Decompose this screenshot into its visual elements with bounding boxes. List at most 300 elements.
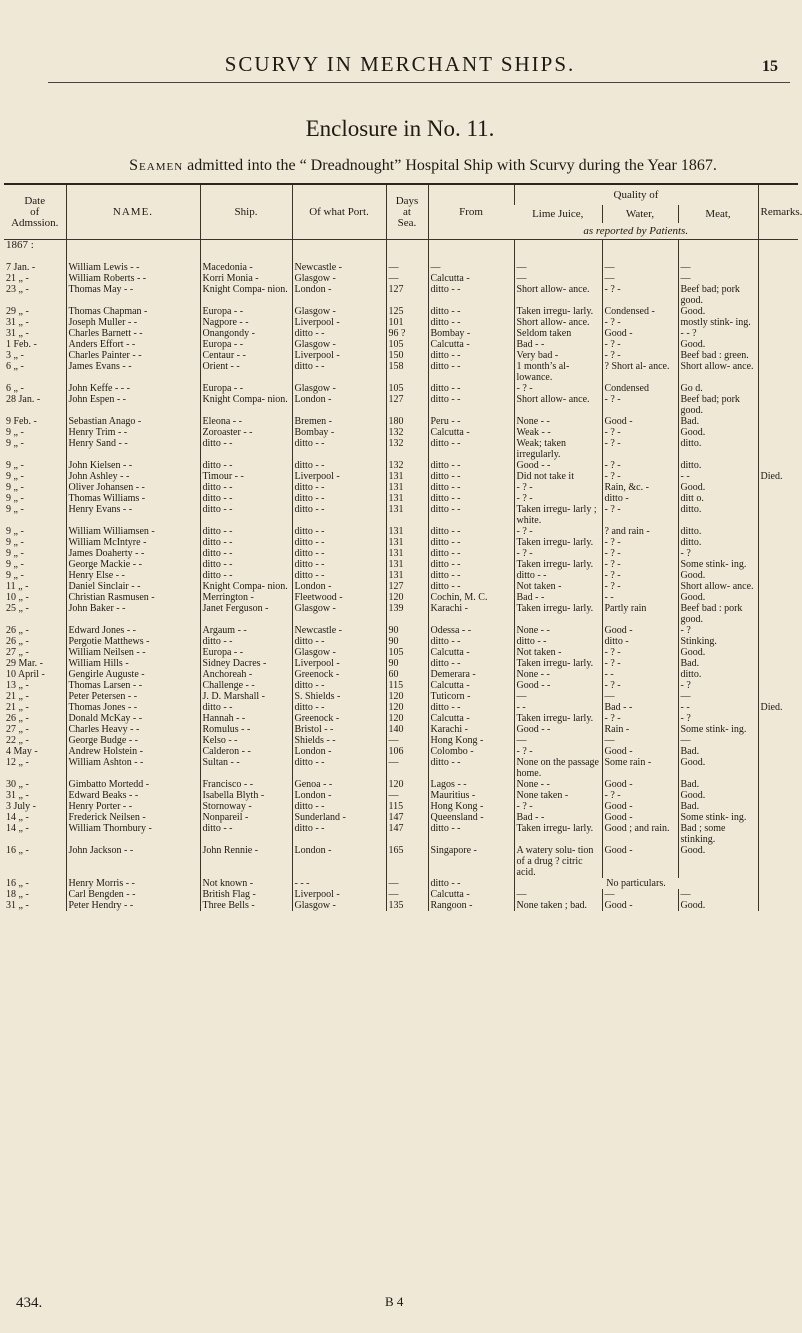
- cell-date: 9 Feb. -: [6, 416, 37, 427]
- cell-date: 3 „ -: [6, 350, 24, 361]
- cell-from: ditto - -: [428, 317, 514, 328]
- cell-lime-juice: None on the passage home.: [514, 757, 602, 779]
- cell-date: 28 Jan. -: [6, 394, 41, 405]
- cell-port: ditto - -: [292, 504, 386, 526]
- cell-meat: Good.: [678, 339, 758, 350]
- cell-ship: Janet Ferguson -: [200, 603, 292, 625]
- cell-meat: ditto.: [678, 504, 758, 526]
- cell-remarks: [758, 713, 798, 724]
- cell-name: William Lewis - -: [66, 262, 200, 273]
- signature-mark: B 4: [385, 1294, 404, 1309]
- cell-water: - ? -: [602, 658, 678, 669]
- cell-remarks: [758, 746, 798, 757]
- table-row: [4, 460, 798, 471]
- cell-remarks: [758, 845, 798, 878]
- cell-from: Hong Kong -: [428, 801, 514, 812]
- cell-ship: Hannah - -: [200, 713, 292, 724]
- cell-lime-juice: Good - -: [514, 460, 602, 471]
- cell-water: Condensed -: [602, 306, 678, 317]
- table-row: [4, 812, 798, 823]
- cell-name: William Thornbury -: [66, 823, 200, 845]
- cell-meat: Good.: [678, 790, 758, 801]
- cell-ship: ditto - -: [200, 823, 292, 845]
- cell-port: Glasgow -: [292, 647, 386, 658]
- cell-meat: - ?: [678, 713, 758, 724]
- cell-name: Thomas Jones - -: [66, 702, 200, 713]
- cell-meat: Beef bad : green.: [678, 350, 758, 361]
- cell-date: 3 July -: [6, 801, 36, 812]
- cell-ship: Knight Compa- nion.: [200, 284, 292, 306]
- cell-remarks: [758, 669, 798, 680]
- cell-remarks: [758, 592, 798, 603]
- cell-date: 10 April -: [6, 669, 45, 680]
- cell-port: ditto - -: [292, 823, 386, 845]
- cell-port: Newcastle -: [292, 625, 386, 636]
- year-label: 1867 :: [6, 239, 34, 251]
- cell-port: Sunderland -: [292, 812, 386, 823]
- cell-water: - ? -: [602, 680, 678, 691]
- table-row: [4, 350, 798, 361]
- cell-days: 158: [386, 361, 428, 383]
- cell-port: ditto - -: [292, 702, 386, 713]
- cell-lime-juice: - ? -: [514, 801, 602, 812]
- cell-meat: Stinking.: [678, 636, 758, 647]
- cell-from: ditto - -: [428, 438, 514, 460]
- table-row: [4, 548, 798, 559]
- cell-days: 131: [386, 537, 428, 548]
- cell-water: - ? -: [602, 284, 678, 306]
- cell-lime-juice: Very bad -: [514, 350, 602, 361]
- cell-ship: Europa - -: [200, 383, 292, 394]
- cell-name: John Jackson - -: [66, 845, 200, 878]
- table-row: [4, 570, 798, 581]
- cell-ship: Anchoreah -: [200, 669, 292, 680]
- cell-from: Calcutta -: [428, 680, 514, 691]
- cell-water: —: [602, 273, 678, 284]
- table-body: [4, 240, 798, 912]
- cell-from: ditto - -: [428, 504, 514, 526]
- cell-ship: Challenge - -: [200, 680, 292, 691]
- cell-lime-juice: None taken -: [514, 790, 602, 801]
- cell-remarks: [758, 757, 798, 779]
- table-row: [4, 900, 798, 911]
- cell-port: Liverpool -: [292, 317, 386, 328]
- cell-name: Henry Morris - -: [66, 878, 200, 889]
- cell-date: 29 Mar. -: [6, 658, 43, 669]
- cell-ship: Knight Compa- nion.: [200, 581, 292, 592]
- cell-water: - ? -: [602, 350, 678, 361]
- cell-remarks: [758, 482, 798, 493]
- cell-lime-juice: —: [514, 273, 602, 284]
- cell-from: Mauritius -: [428, 790, 514, 801]
- cell-meat: Good.: [678, 900, 758, 911]
- cell-days: 60: [386, 669, 428, 680]
- cell-lime-juice: Bad - -: [514, 592, 602, 603]
- header-days: Days at Sea.: [386, 184, 428, 240]
- table-row: [4, 581, 798, 592]
- cell-from: Calcutta -: [428, 339, 514, 350]
- cell-date: 9 „ -: [6, 570, 24, 581]
- cell-port: ditto - -: [292, 537, 386, 548]
- header-as-reported: as reported by Patients.: [514, 223, 758, 240]
- cell-water: Good -: [602, 328, 678, 339]
- cell-port: Liverpool -: [292, 889, 386, 900]
- cell-ship: Centaur - -: [200, 350, 292, 361]
- cell-port: ditto - -: [292, 636, 386, 647]
- table-row: [4, 724, 798, 735]
- cell-name: Donald McKay - -: [66, 713, 200, 724]
- cell-days: —: [386, 790, 428, 801]
- cell-name: Thomas Chapman -: [66, 306, 200, 317]
- header-lime-juice: Lime Juice,: [532, 207, 584, 220]
- cell-water: - ? -: [602, 471, 678, 482]
- cell-days: 106: [386, 746, 428, 757]
- cell-meat: —: [678, 691, 758, 702]
- cell-meat: Bad.: [678, 801, 758, 812]
- cell-days: —: [386, 262, 428, 273]
- cell-date: 1 Feb. -: [6, 339, 37, 350]
- cell-days: —: [386, 735, 428, 746]
- cell-name: Peter Petersen - -: [66, 691, 200, 702]
- cell-name: Andrew Holstein -: [66, 746, 200, 757]
- table-row: [4, 262, 798, 273]
- cell-date: 26 „ -: [6, 713, 29, 724]
- cell-water: - ? -: [602, 548, 678, 559]
- cell-meat: ditto.: [678, 537, 758, 548]
- cell-meat: Some stink- ing.: [678, 812, 758, 823]
- cell-from: ditto - -: [428, 570, 514, 581]
- cell-from: Demerara -: [428, 669, 514, 680]
- cell-meat: ditto.: [678, 526, 758, 537]
- cell-days: 132: [386, 460, 428, 471]
- cell-ship: Three Bells -: [200, 900, 292, 911]
- cell-port: Glasgow -: [292, 383, 386, 394]
- cell-water: Good -: [602, 845, 678, 878]
- cell-lime-juice: None - -: [514, 669, 602, 680]
- cell-lime-juice: Taken irregu- larly.: [514, 559, 602, 570]
- cell-ship: ditto - -: [200, 570, 292, 581]
- cell-from: ditto - -: [428, 493, 514, 504]
- cell-lime-juice: - -: [514, 702, 602, 713]
- cell-lime-juice: Taken irregu- larly.: [514, 603, 602, 625]
- cell-port: ditto - -: [292, 361, 386, 383]
- table-row: [4, 427, 798, 438]
- cell-lime-juice: None taken ; bad.: [514, 900, 602, 911]
- cell-name: John Baker - -: [66, 603, 200, 625]
- cell-port: ditto - -: [292, 460, 386, 471]
- table-row: [4, 592, 798, 603]
- cell-lime-juice: Short allow- ance.: [514, 284, 602, 306]
- cell-name: John Keffe - - -: [66, 383, 200, 394]
- cell-date: 30 „ -: [6, 779, 29, 790]
- cell-remarks: [758, 790, 798, 801]
- cell-date: 9 „ -: [6, 537, 24, 548]
- cell-lime-juice: Bad - -: [514, 339, 602, 350]
- cell-name: Henry Sand - -: [66, 438, 200, 460]
- cell-meat: - ?: [678, 625, 758, 636]
- cell-ship: Zoroaster - -: [200, 427, 292, 438]
- cell-water: - -: [602, 669, 678, 680]
- cell-ship: Knight Compa- nion.: [200, 394, 292, 416]
- cell-name: Thomas Williams -: [66, 493, 200, 504]
- cell-remarks: [758, 658, 798, 669]
- table-row: [4, 746, 798, 757]
- cell-meat: ditto.: [678, 669, 758, 680]
- cell-days: 90: [386, 625, 428, 636]
- cell-meat: Some stink- ing.: [678, 559, 758, 570]
- cell-date: 26 „ -: [6, 636, 29, 647]
- cell-port: London -: [292, 394, 386, 416]
- cell-water: - ? -: [602, 713, 678, 724]
- cell-water: Good -: [602, 801, 678, 812]
- cell-port: London -: [292, 581, 386, 592]
- table-row: [4, 526, 798, 537]
- cell-port: Bombay -: [292, 427, 386, 438]
- cell-from: Calcutta -: [428, 273, 514, 284]
- cell-name: John Espen - -: [66, 394, 200, 416]
- cell-meat: Good.: [678, 757, 758, 779]
- cell-port: ditto - -: [292, 548, 386, 559]
- cell-meat: Short allow- ance.: [678, 581, 758, 592]
- cell-water: - ? -: [602, 460, 678, 471]
- cell-date: 9 „ -: [6, 548, 24, 559]
- table-title-prefix: Seamen: [129, 157, 184, 174]
- cell-from: ditto - -: [428, 394, 514, 416]
- cell-name: James Doaherty - -: [66, 548, 200, 559]
- cell-ship: ditto - -: [200, 493, 292, 504]
- cell-remarks: [758, 603, 798, 625]
- cell-from: Singapore -: [428, 845, 514, 878]
- cell-meat: Bad.: [678, 746, 758, 757]
- table-row: [4, 383, 798, 394]
- cell-name: William Williamsen -: [66, 526, 200, 537]
- cell-port: Glasgow -: [292, 339, 386, 350]
- admissions-table: [4, 183, 802, 911]
- cell-days: 105: [386, 647, 428, 658]
- cell-port: Newcastle -: [292, 262, 386, 273]
- cell-water: ? Short al- ance.: [602, 361, 678, 383]
- cell-ship: Francisco - -: [200, 779, 292, 790]
- cell-ship: ditto - -: [200, 702, 292, 713]
- cell-port: ditto - -: [292, 482, 386, 493]
- cell-ship: ditto - -: [200, 460, 292, 471]
- cell-lime-juice: - ? -: [514, 493, 602, 504]
- cell-meat: - - ?: [678, 328, 758, 339]
- cell-remarks: [758, 504, 798, 526]
- table-row: [4, 823, 798, 845]
- cell-days: 147: [386, 812, 428, 823]
- cell-meat: - ?: [678, 548, 758, 559]
- cell-remarks: [758, 625, 798, 636]
- cell-port: Glasgow -: [292, 273, 386, 284]
- cell-name: William Ashton - -: [66, 757, 200, 779]
- page-number: 15: [762, 58, 778, 75]
- cell-from: ditto - -: [428, 658, 514, 669]
- cell-name: Thomas Larsen - -: [66, 680, 200, 691]
- cell-lime-juice: —: [514, 262, 602, 273]
- cell-from: Karachi -: [428, 724, 514, 735]
- cell-name: Carl Bengden - -: [66, 889, 200, 900]
- cell-name: Henry Trim - -: [66, 427, 200, 438]
- cell-meat: ditto.: [678, 438, 758, 460]
- cell-meat: Go d.: [678, 383, 758, 394]
- year-row: [4, 240, 798, 263]
- cell-water: Some rain -: [602, 757, 678, 779]
- table-row: [4, 757, 798, 779]
- table-row: [4, 284, 798, 306]
- cell-days: —: [386, 878, 428, 889]
- table-row: [4, 691, 798, 702]
- table-title-rest: admitted into the “ Dreadnought” Hospital Ship with Scurvy during the Year 1867.: [187, 157, 717, 174]
- cell-meat: Good.: [678, 647, 758, 658]
- table-row: [4, 801, 798, 812]
- cell-from: Hong Kong -: [428, 735, 514, 746]
- cell-date: 10 „ -: [6, 592, 29, 603]
- cell-port: Genoa - -: [292, 779, 386, 790]
- cell-lime-juice: Bad - -: [514, 812, 602, 823]
- cell-from: Tuticorn -: [428, 691, 514, 702]
- table-row: [4, 790, 798, 801]
- cell-days: 147: [386, 823, 428, 845]
- cell-remarks: [758, 361, 798, 383]
- cell-date: 26 „ -: [6, 625, 29, 636]
- cell-from: ditto - -: [428, 559, 514, 570]
- cell-days: 115: [386, 680, 428, 691]
- cell-ship: Stornoway -: [200, 801, 292, 812]
- cell-ship: ditto - -: [200, 559, 292, 570]
- cell-ship: John Rennie -: [200, 845, 292, 878]
- cell-ship: Orient - -: [200, 361, 292, 383]
- cell-from: ditto - -: [428, 702, 514, 713]
- cell-port: Greenock -: [292, 669, 386, 680]
- cell-name: Daniel Sinclair - -: [66, 581, 200, 592]
- cell-date: 16 „ -: [6, 878, 29, 889]
- cell-name: Charles Barnett - -: [66, 328, 200, 339]
- cell-date: 31 „ -: [6, 900, 29, 911]
- cell-lime-juice: - ? -: [514, 482, 602, 493]
- table-row: [4, 493, 798, 504]
- cell-date: 9 „ -: [6, 427, 24, 438]
- cell-date: 18 „ -: [6, 889, 29, 900]
- cell-date: 9 „ -: [6, 559, 24, 570]
- cell-water: - ? -: [602, 647, 678, 658]
- cell-ship: ditto - -: [200, 438, 292, 460]
- cell-remarks: [758, 427, 798, 438]
- cell-remarks: Died.: [758, 471, 798, 482]
- cell-days: 105: [386, 383, 428, 394]
- cell-water: Good -: [602, 900, 678, 911]
- cell-date: 12 „ -: [6, 757, 29, 768]
- cell-lime-juice: - ? -: [514, 383, 602, 394]
- footer-number: 434.: [16, 1295, 43, 1311]
- cell-date: 14 „ -: [6, 823, 29, 834]
- cell-water: Rain -: [602, 724, 678, 735]
- cell-ship: ditto - -: [200, 537, 292, 548]
- cell-ship: ditto - -: [200, 526, 292, 537]
- cell-days: 132: [386, 438, 428, 460]
- cell-port: London -: [292, 845, 386, 878]
- cell-lime-juice: Not taken -: [514, 581, 602, 592]
- table-row: [4, 328, 798, 339]
- cell-meat: ditto.: [678, 460, 758, 471]
- header-water: Water,: [602, 205, 678, 223]
- cell-name: John Kielsen - -: [66, 460, 200, 471]
- cell-date: 31 „ -: [6, 790, 29, 801]
- cell-remarks: [758, 460, 798, 471]
- table-row: [4, 273, 798, 284]
- cell-ship: Calderon - -: [200, 746, 292, 757]
- cell-meat: Good.: [678, 306, 758, 317]
- cell-date: 31 „ -: [6, 317, 29, 328]
- cell-from: Calcutta -: [428, 889, 514, 900]
- cell-lime-juice: ditto - -: [514, 636, 602, 647]
- cell-remarks: [758, 647, 798, 658]
- table-row: [4, 625, 798, 636]
- cell-from: Queensland -: [428, 812, 514, 823]
- cell-name: William Neilsen - -: [66, 647, 200, 658]
- header-rule: [48, 82, 790, 83]
- cell-from: Cochin, M. C.: [428, 592, 514, 603]
- cell-port: - - -: [292, 878, 386, 889]
- cell-from: ditto - -: [428, 537, 514, 548]
- cell-remarks: [758, 812, 798, 823]
- cell-date: 9 „ -: [6, 471, 24, 482]
- cell-water: - ? -: [602, 427, 678, 438]
- cell-port: Fleetwood -: [292, 592, 386, 603]
- cell-date: 27 „ -: [6, 724, 29, 735]
- cell-name: William Roberts - -: [66, 273, 200, 284]
- cell-meat: Good.: [678, 482, 758, 493]
- table-row: [4, 735, 798, 746]
- table-row: [4, 306, 798, 317]
- cell-from: Colombo -: [428, 746, 514, 757]
- cell-remarks: [758, 878, 798, 889]
- cell-date: 23 „ -: [6, 284, 29, 295]
- cell-lime-juice: Taken irregu- larly.: [514, 537, 602, 548]
- cell-remarks: [758, 636, 798, 647]
- cell-water: - ? -: [602, 559, 678, 570]
- table-row: [4, 361, 798, 383]
- cell-name: Christian Rasmusen -: [66, 592, 200, 603]
- cell-meat: Beef bad; pork good.: [678, 284, 758, 306]
- cell-days: 131: [386, 482, 428, 493]
- cell-port: ditto - -: [292, 680, 386, 691]
- cell-lime-juice: —: [514, 691, 602, 702]
- cell-date: 21 „ -: [6, 691, 29, 702]
- cell-date: 9 „ -: [6, 438, 24, 449]
- table-row: [4, 394, 798, 416]
- table-row: [4, 339, 798, 350]
- table-row: [4, 713, 798, 724]
- table-row: [4, 482, 798, 493]
- cell-ship: Merrington -: [200, 592, 292, 603]
- cell-remarks: [758, 284, 798, 306]
- cell-remarks: [758, 493, 798, 504]
- cell-date: 31 „ -: [6, 328, 29, 339]
- cell-from: ditto - -: [428, 306, 514, 317]
- cell-meat: - -: [678, 702, 758, 713]
- cell-date: 27 „ -: [6, 647, 29, 658]
- cell-days: 105: [386, 339, 428, 350]
- cell-water: Good -: [602, 779, 678, 790]
- cell-remarks: [758, 801, 798, 812]
- cell-meat: —: [678, 735, 758, 746]
- cell-lime-juice: Good - -: [514, 680, 602, 691]
- cell-lime-juice: Good - -: [514, 724, 602, 735]
- cell-port: ditto - -: [292, 801, 386, 812]
- cell-remarks: [758, 306, 798, 317]
- header-port: Of what Port.: [292, 184, 386, 240]
